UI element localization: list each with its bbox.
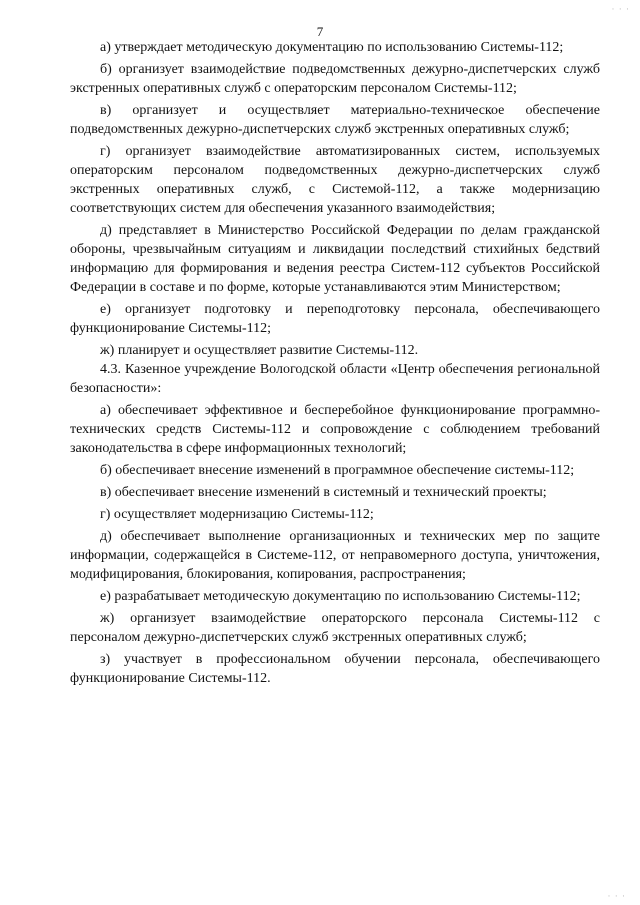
scan-mark-top-right: · · · xyxy=(611,4,630,14)
paragraph-1d: д) представляет в Министерство Российской Федерации по делам гражданской обороны, чрезвычайным ситуациям и ликвидации последствий стихийных бедствий информацию для формирования и ведения реестра Систем-112 субъектов Российской Федерации в составе и по форме, которые устанавливаются этим Министерством; xyxy=(70,223,600,295)
paragraph-1zh: ж) планирует и осуществляет развитие Системы-112. xyxy=(100,343,419,358)
paragraph-1b: б) организует взаимодействие подведомственных дежурно-диспетчерских служб экстренных оперативных служб с операторским персоналом Системы-112; xyxy=(70,62,600,96)
paragraph-2d: д) обеспечивает выполнение организационных и технических мер по защите информации, содержащейся в Системе-112, от неправомерного доступа, уничтожения, модифицирования, блокирования, копирования, распространения; xyxy=(70,529,600,582)
section-heading-4-3: 4.3. Казенное учреждение Вологодской области «Центр обеспечения региональной безопасности»: xyxy=(70,362,600,396)
document-body xyxy=(70,38,600,688)
paragraph-2g: г) осуществляет модернизацию Системы-112; xyxy=(100,507,374,522)
paragraph-2a: а) обеспечивает эффективное и бесперебойное функционирование программно-технических средств Системы-112 и сопровождение с соблюдением требований законодательства в сфере информационных технологий; xyxy=(70,403,600,456)
paragraph-2e: е) разрабатывает методическую документацию по использованию Системы-112; xyxy=(100,589,581,604)
paragraph-1e: е) организует подготовку и переподготовку персонала, обеспечивающего функционирование Системы-112; xyxy=(70,302,600,336)
paragraph-2b: б) обеспечивает внесение изменений в программное обеспечение системы-112; xyxy=(100,463,575,478)
paragraph-2z: з) участвует в профессиональном обучении персонала, обеспечивающего функционирование Системы-112. xyxy=(70,652,600,686)
paragraph-1a: а) утверждает методическую документацию по использованию Системы-112; xyxy=(100,40,564,55)
paragraph-2v: в) обеспечивает внесение изменений в системный и технический проекты; xyxy=(100,485,547,500)
paragraph-1g: г) организует взаимодействие автоматизированных систем, используемых операторским персоналом подведомственных дежурно-диспетчерских служб экстренных оперативных служб, с Системой-112, а также модернизацию соответствующих систем для обеспечения указанного взаимодействия; xyxy=(70,144,600,216)
paragraph-1v: в) организует и осуществляет материально-техническое обеспечение подведомственных дежурно-диспетчерских служб экстренных оперативных служб; xyxy=(70,103,600,137)
paragraph-2zh: ж) организует взаимодействие операторского персонала Системы-112 с персоналом дежурно-диспетчерских служб экстренных оперативных служб; xyxy=(70,611,600,645)
page-number: 7 xyxy=(316,24,324,39)
scan-mark-bottom-right: · · · xyxy=(607,891,626,901)
